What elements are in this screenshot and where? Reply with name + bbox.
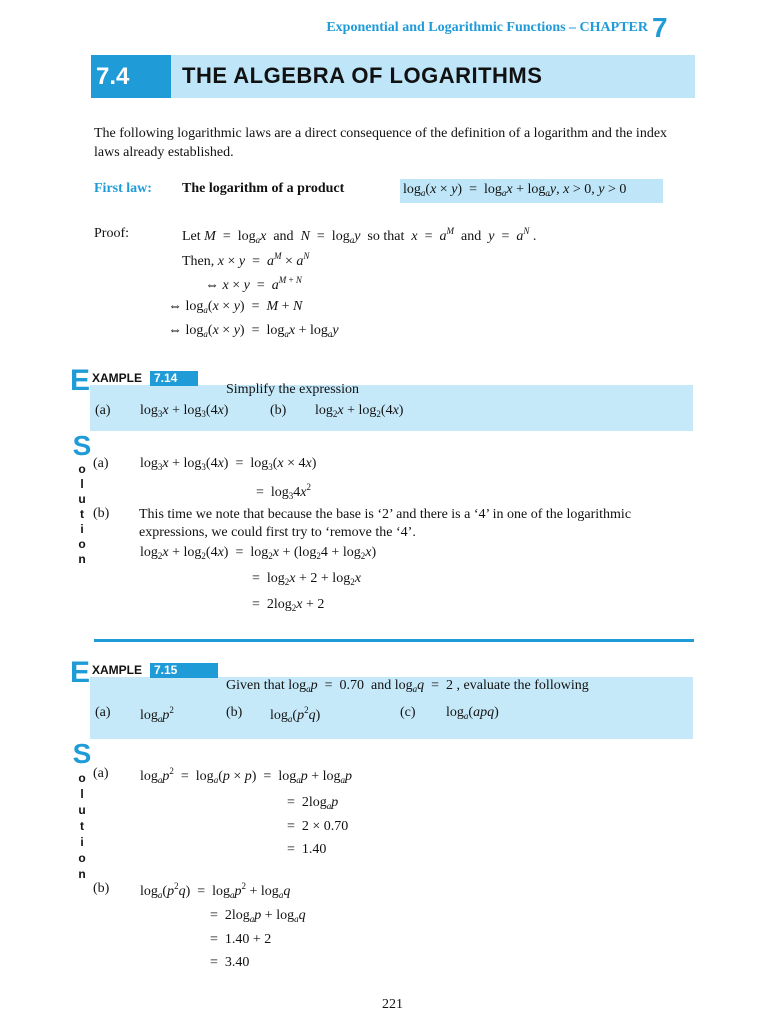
solution-7-14-b-label: (b)	[93, 506, 110, 521]
proof-label: Proof:	[94, 226, 129, 241]
example-7-15-number: 7.15	[150, 663, 218, 678]
solution-7-15-b-line-4: = 3.40	[210, 955, 250, 970]
first-law-formula: $\log_a(x \times y) = \log_ax + \log_ay$, x > 0, y > 0	[403, 182, 627, 198]
first-law-name: The logarithm of a product	[182, 181, 345, 196]
solution-7-14-b-line-2: = $\log_2x + 2 + \log_2x$	[252, 571, 361, 587]
example-7-15-word: XAMPLE	[92, 663, 143, 677]
example-7-14-part-a: $\log_3x + \log_3(4x)$	[140, 403, 229, 419]
example-7-14-part-a-label: (a)	[95, 403, 111, 418]
chapter-number: 7	[652, 12, 668, 43]
section-title: THE ALGEBRA OF LOGARITHMS	[182, 63, 543, 88]
intro-paragraph: The following logarithmic laws are a direct consequence of the definition of a logarithm and the index laws already established.	[94, 126, 668, 160]
proof-line-2: Then, $x \times y = a^M \times a^N$	[182, 251, 310, 269]
solution-7-15-a-line-1: $\log_ap^2 = \log_a(p \times p) = \log_ap + \log_ap$	[140, 766, 353, 785]
proof-line-4: ⇔ $\log_a(x \times y) = M + N$	[168, 299, 303, 315]
example-7-15-part-b-label: (b)	[226, 705, 243, 720]
solution-7-15-a-line-4: = 1.40	[287, 842, 327, 857]
example-7-14-e: E	[70, 364, 91, 397]
example-7-14-part-b-label: (b)	[270, 403, 287, 418]
section-number: 7.4	[96, 63, 130, 90]
example-7-14-prompt: Simplify the expression	[226, 382, 359, 397]
example-7-15-part-a-label: (a)	[95, 705, 111, 720]
example-7-15-part-b: $\log_a(p^2q)$	[270, 705, 321, 724]
running-header: Exponential and Logarithmic Functions – CHAPTER	[326, 20, 648, 35]
section-divider	[94, 639, 694, 642]
example-7-15-part-a: $\log_ap^2$	[140, 705, 174, 724]
example-7-14-number: 7.14	[150, 371, 198, 386]
example-7-15-part-c-label: (c)	[400, 705, 416, 720]
example-7-14-part-b: $\log_2x + \log_2(4x)$	[315, 403, 404, 419]
first-law-label: First law:	[94, 181, 152, 196]
solution-7-14-a-line-1: $\log_3x + \log_3(4x) = \log_3(x \times 4x)$	[140, 456, 317, 472]
proof-line-1: Let $M = \log_ax$ and $N = \log_ay$ so that $x = a^M$ and $y = a^N$ .	[182, 226, 537, 245]
solution-7-14-b-line-3: = $2\log_2x + 2$	[252, 597, 325, 613]
solution-7-15-b-line-2: = $2\log_ap + \log_aq$	[210, 908, 306, 924]
solution-7-14-note: This time we note that because the base is ‘2’ and there is a ‘4’ in one of the logarithmic expressions, we could first try to ‘remove the ‘4’.	[139, 507, 632, 540]
example-7-15-e: E	[70, 656, 91, 689]
proof-line-5: ⇔ $\log_a(x \times y) = \log_ax + \log_ay$	[168, 323, 339, 339]
solution-7-15-b-label: (b)	[93, 881, 110, 896]
solution-7-15-tag: S o l u t i o n	[72, 738, 92, 881]
solution-7-14-a-label: (a)	[93, 456, 109, 471]
solution-7-15-b-line-3: = 1.40 + 2	[210, 932, 272, 947]
proof-line-3: ⇔ $x \times y = a^{M + N}$	[205, 275, 302, 293]
example-7-15-prompt: Given that $\log_ap = 0.70$ and $\log_aq = 2$ , evaluate the following	[226, 678, 589, 694]
solution-7-15-a-line-2: = $2\log_ap$	[287, 795, 339, 811]
solution-7-15-a-label: (a)	[93, 766, 109, 781]
solution-7-15-a-line-3: = 2 × 0.70	[287, 819, 349, 834]
example-7-15-part-c: $\log_a(apq)$	[446, 705, 499, 721]
solution-7-15-b-line-1: $\log_a(p^2q) = \log_ap^2 + \log_aq$	[140, 881, 291, 900]
solution-7-14-a-line-2: = $\log_34x^2$	[256, 482, 312, 501]
solution-7-14-tag: S o l u t i o n	[72, 430, 92, 566]
page-number: 221	[382, 997, 403, 1012]
solution-7-14-b-line-1: $\log_2x + \log_2(4x) = \log_2x + (\log_24 + \log_2x)$	[140, 545, 377, 561]
example-7-14-word: XAMPLE	[92, 371, 143, 385]
